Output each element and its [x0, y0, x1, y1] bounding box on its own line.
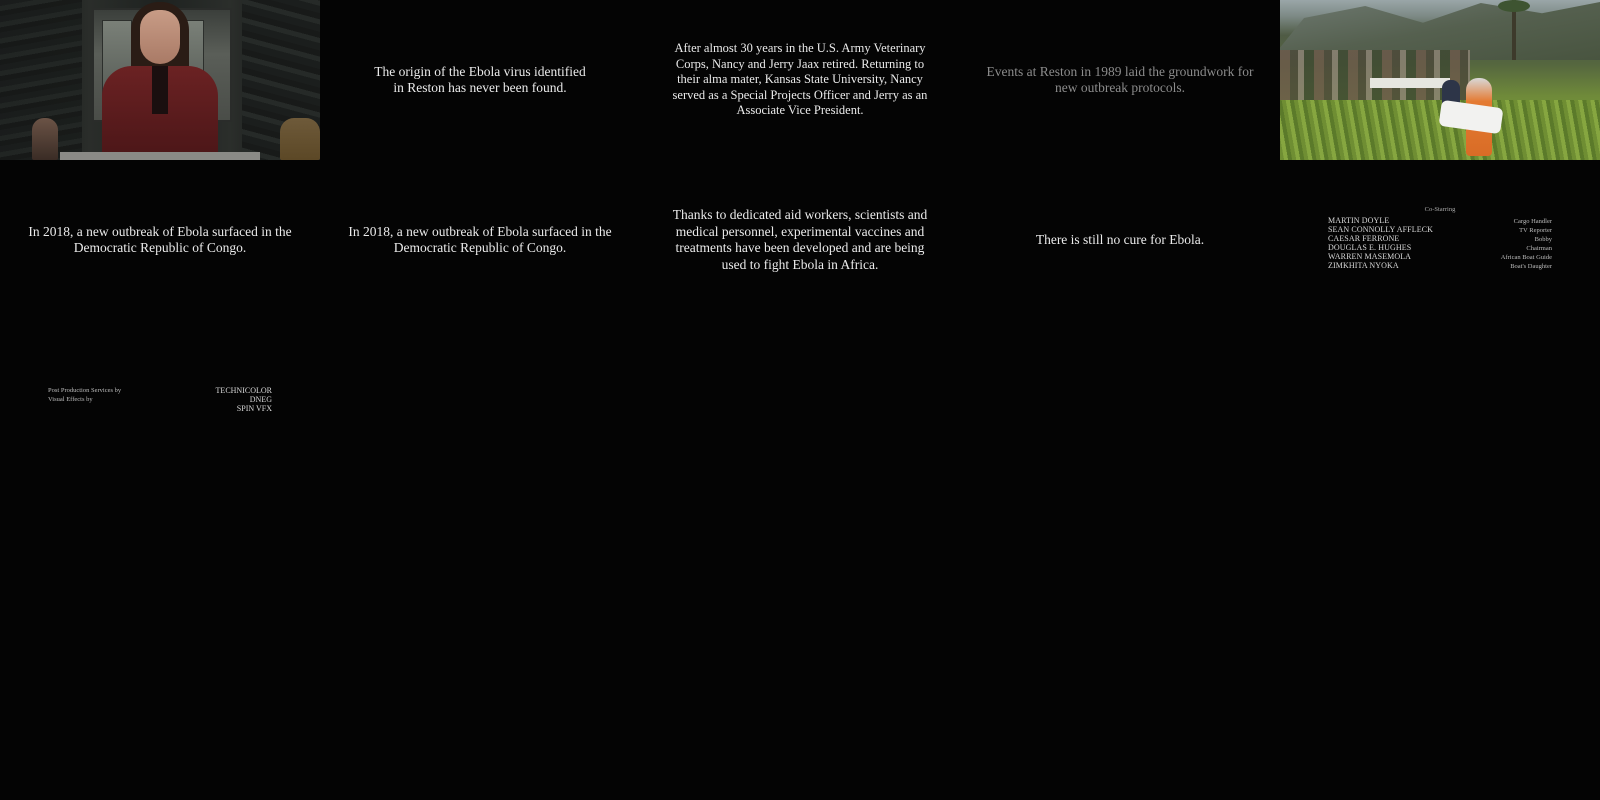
postproduction-value: DNEG [249, 395, 272, 404]
white-roof [1370, 78, 1450, 88]
frame-retired [640, 0, 960, 160]
frame-postproduction [0, 320, 320, 480]
cast-name: MARTIN DOYLE [1328, 216, 1390, 225]
credit-row [1328, 243, 1552, 252]
caption-events: Events at Reston in 1989 laid the groundwork for new outbreak protocols. [986, 63, 1254, 95]
postproduction-value: TECHNICOLOR [215, 386, 272, 395]
frame-nocure [960, 160, 1280, 320]
cast-role: Cargo Handler [1513, 218, 1552, 225]
frame-credits [1280, 160, 1600, 320]
credit-row [1328, 234, 1552, 243]
caption-2018-b: In 2018, a new outbreak of Ebola surfaced in the Democratic Republic of Congo. [348, 223, 612, 255]
frame-origin [320, 0, 640, 160]
frame-thanks [640, 160, 960, 320]
podium-scene-image [0, 0, 320, 160]
frame-podium-scene [0, 0, 320, 160]
credits-block [1328, 206, 1552, 270]
speaker-face [140, 10, 180, 64]
audience-person-left [32, 118, 58, 160]
cast-role: Bobby [1534, 236, 1552, 243]
cast-name: CAESAR FERRONE [1328, 234, 1400, 243]
postproduction-block [48, 386, 272, 413]
caption-retired: After almost 30 years in the U.S. Army Veterinary Corps, Nancy and Jerry Jaax retired. Returning to their alma mater, Kansas State University, Nancy served as a Special Projects Officer and Jerry as an Associate Vice President. [672, 41, 928, 118]
frame-empty [960, 320, 1280, 480]
caption-2018-a: In 2018, a new outbreak of Ebola surfaced in the Democratic Republic of Congo. [28, 223, 292, 255]
credit-row [1328, 261, 1552, 270]
cast-role: TV Reporter [1519, 227, 1552, 234]
caption-thanks: Thanks to dedicated aid workers, scientists and medical personnel, experimental vaccines and treatments have been developed and are being used to fight Ebola in Africa. [672, 207, 928, 272]
frame-2018-b [320, 160, 640, 320]
caption-nocure: There is still no cure for Ebola. [1035, 231, 1205, 247]
cast-name: SEAN CONNOLLY AFFLECK [1328, 225, 1434, 234]
cast-name: WARREN MASEMOLA [1328, 252, 1412, 261]
credit-row [1328, 216, 1552, 225]
podium [60, 152, 260, 160]
cast-role: African Boat Guide [1500, 254, 1552, 261]
frame-empty [1280, 320, 1600, 480]
postproduction-values [216, 386, 272, 413]
frame-events [960, 0, 1280, 160]
cast-role: Boat's Daughter [1510, 263, 1552, 270]
frame-2018-a [0, 160, 320, 320]
postproduction-labels [48, 386, 121, 413]
credit-row [1328, 225, 1552, 234]
hillside-scene-image [1280, 0, 1600, 160]
caption-origin: The origin of the Ebola virus identified in Reston has never been found. [374, 63, 586, 95]
frame-hillside-scene [1280, 0, 1600, 160]
cast-name: DOUGLAS E. HUGHES [1328, 243, 1412, 252]
speaker-collar [152, 66, 168, 114]
frame-empty [320, 320, 640, 480]
cast-role: Chairman [1526, 245, 1552, 252]
palm-fronds [1498, 0, 1530, 12]
credit-row [1328, 252, 1552, 261]
frame-empty [640, 320, 960, 480]
postproduction-value: SPIN VFX [236, 404, 272, 413]
cast-name: ZIMKHITA NYOKA [1328, 261, 1399, 270]
postproduction-label: Visual Effects by [48, 396, 93, 403]
audience-person-right [280, 118, 320, 160]
credits-heading: Co-Starring [1424, 206, 1456, 213]
postproduction-label: Post Production Services by [48, 387, 122, 394]
